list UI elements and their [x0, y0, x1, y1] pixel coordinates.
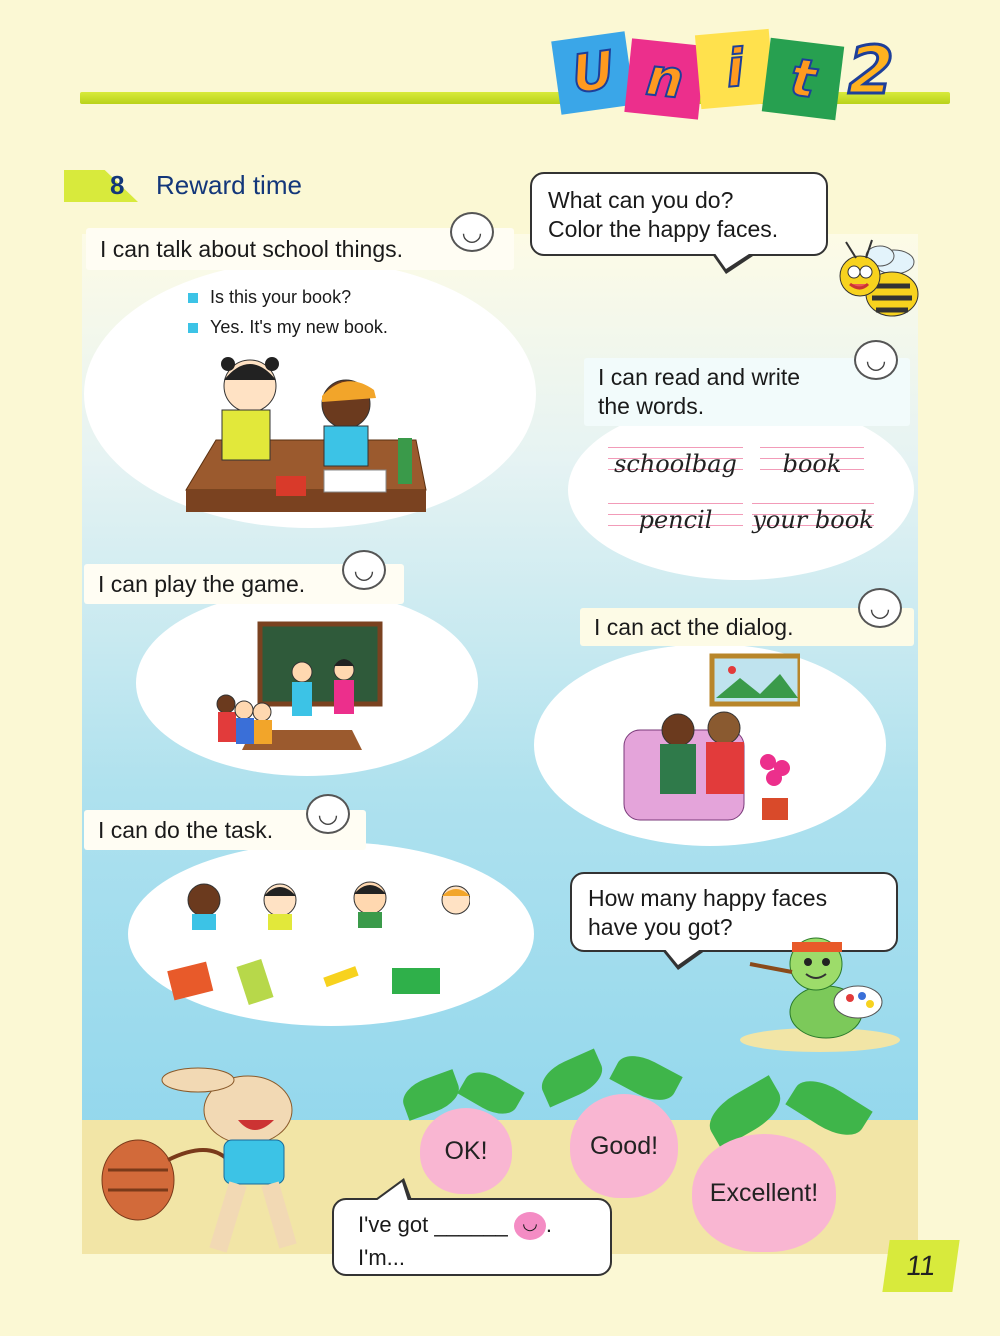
section-tab [64, 170, 138, 202]
happy-face-icon[interactable] [450, 212, 494, 252]
smiley-mouth: ◡ [317, 800, 339, 828]
bubble-tail-fill [714, 252, 752, 269]
dialog-line-text: Is this your book? [210, 287, 352, 307]
dialog-line [188, 312, 388, 342]
handwriting-word: your book [752, 498, 874, 534]
unit-letter: i [723, 38, 747, 100]
reward-label: Excellent! [709, 1178, 819, 1207]
unit-letter: t [786, 47, 819, 111]
page-number-text: 11 [904, 1250, 938, 1281]
sofa-dialog-illustration [620, 650, 800, 830]
smiley-mouth: ◡ [869, 594, 891, 622]
school-things-dialog [188, 282, 388, 342]
reward-radish-excellent[interactable] [692, 1134, 836, 1252]
unit-tile-t [762, 38, 844, 120]
happy-face-icon[interactable] [854, 340, 898, 380]
task-label-text: I can do the task. [98, 816, 274, 843]
answer-blank[interactable]: ______ [434, 1212, 508, 1237]
smiley-mouth: ◡ [865, 346, 887, 374]
smiley-mouth: ◡ [353, 556, 375, 584]
classroom-game-illustration [212, 620, 386, 760]
unit-number: 2 [848, 32, 894, 109]
unit-tile-u [551, 31, 635, 115]
rabbit-bubble-line2: I'm... [358, 1245, 405, 1270]
bubble-tail-fill [376, 1182, 408, 1201]
bullet-square [188, 293, 198, 303]
reward-label: OK! [444, 1136, 488, 1165]
unit-title [548, 26, 948, 122]
smiley-mouth: ◡ [461, 218, 483, 246]
read-write-bubble [568, 400, 914, 580]
bee-illustration [822, 236, 922, 328]
turtle-painter-illustration [730, 930, 910, 1052]
pink-smiley-icon: ◡ [514, 1212, 546, 1240]
turtle-bubble-line1: How many happy faces [588, 885, 828, 911]
rabbit-bubble-suffix: . [545, 1212, 553, 1237]
act-dialog-label-text: I can act the dialog. [594, 613, 794, 640]
turtle-bubble-line2: have you got? [588, 914, 733, 940]
handwriting-word: book [760, 442, 864, 478]
unit-letter: n [643, 47, 687, 111]
dialog-line-text: Yes. It's my new book. [210, 317, 388, 337]
dialog-line [188, 282, 388, 312]
school-things-label-text: I can talk about school things. [100, 235, 404, 262]
game-label-text: I can play the game. [98, 570, 306, 597]
rabbit-speech-bubble [332, 1198, 612, 1276]
happy-face-icon[interactable] [342, 550, 386, 590]
happy-face-icon[interactable] [858, 588, 902, 628]
task-items-illustration [160, 872, 470, 1012]
page-number [882, 1240, 959, 1292]
bee-bubble-line2: Color the happy faces. [548, 216, 779, 242]
unit-letter: U [567, 40, 619, 106]
school-desk-illustration [176, 340, 436, 520]
reward-radish-ok[interactable] [420, 1108, 512, 1194]
section-number: 8 [110, 170, 125, 200]
handwriting-word: schoolbag [608, 442, 743, 478]
unit-tile-n [624, 38, 705, 119]
rabbit-basket-illustration [98, 1060, 348, 1260]
read-write-label-line1: I can read and write [598, 364, 801, 390]
section-title: Reward time [156, 170, 302, 200]
rabbit-bubble-line1 [358, 1208, 594, 1241]
reward-label: Good! [589, 1131, 659, 1160]
reward-radish-good[interactable] [570, 1094, 678, 1198]
bubble-tail-fill [664, 948, 702, 965]
rabbit-bubble-prefix: I've got [358, 1212, 429, 1237]
happy-face-icon[interactable] [306, 794, 350, 834]
bee-speech-bubble [530, 172, 828, 256]
handwriting-word: pencil [608, 498, 743, 534]
read-write-label-line2: the words. [598, 393, 705, 419]
bullet-square [188, 323, 198, 333]
bee-bubble-line1: What can you do? [548, 187, 734, 213]
